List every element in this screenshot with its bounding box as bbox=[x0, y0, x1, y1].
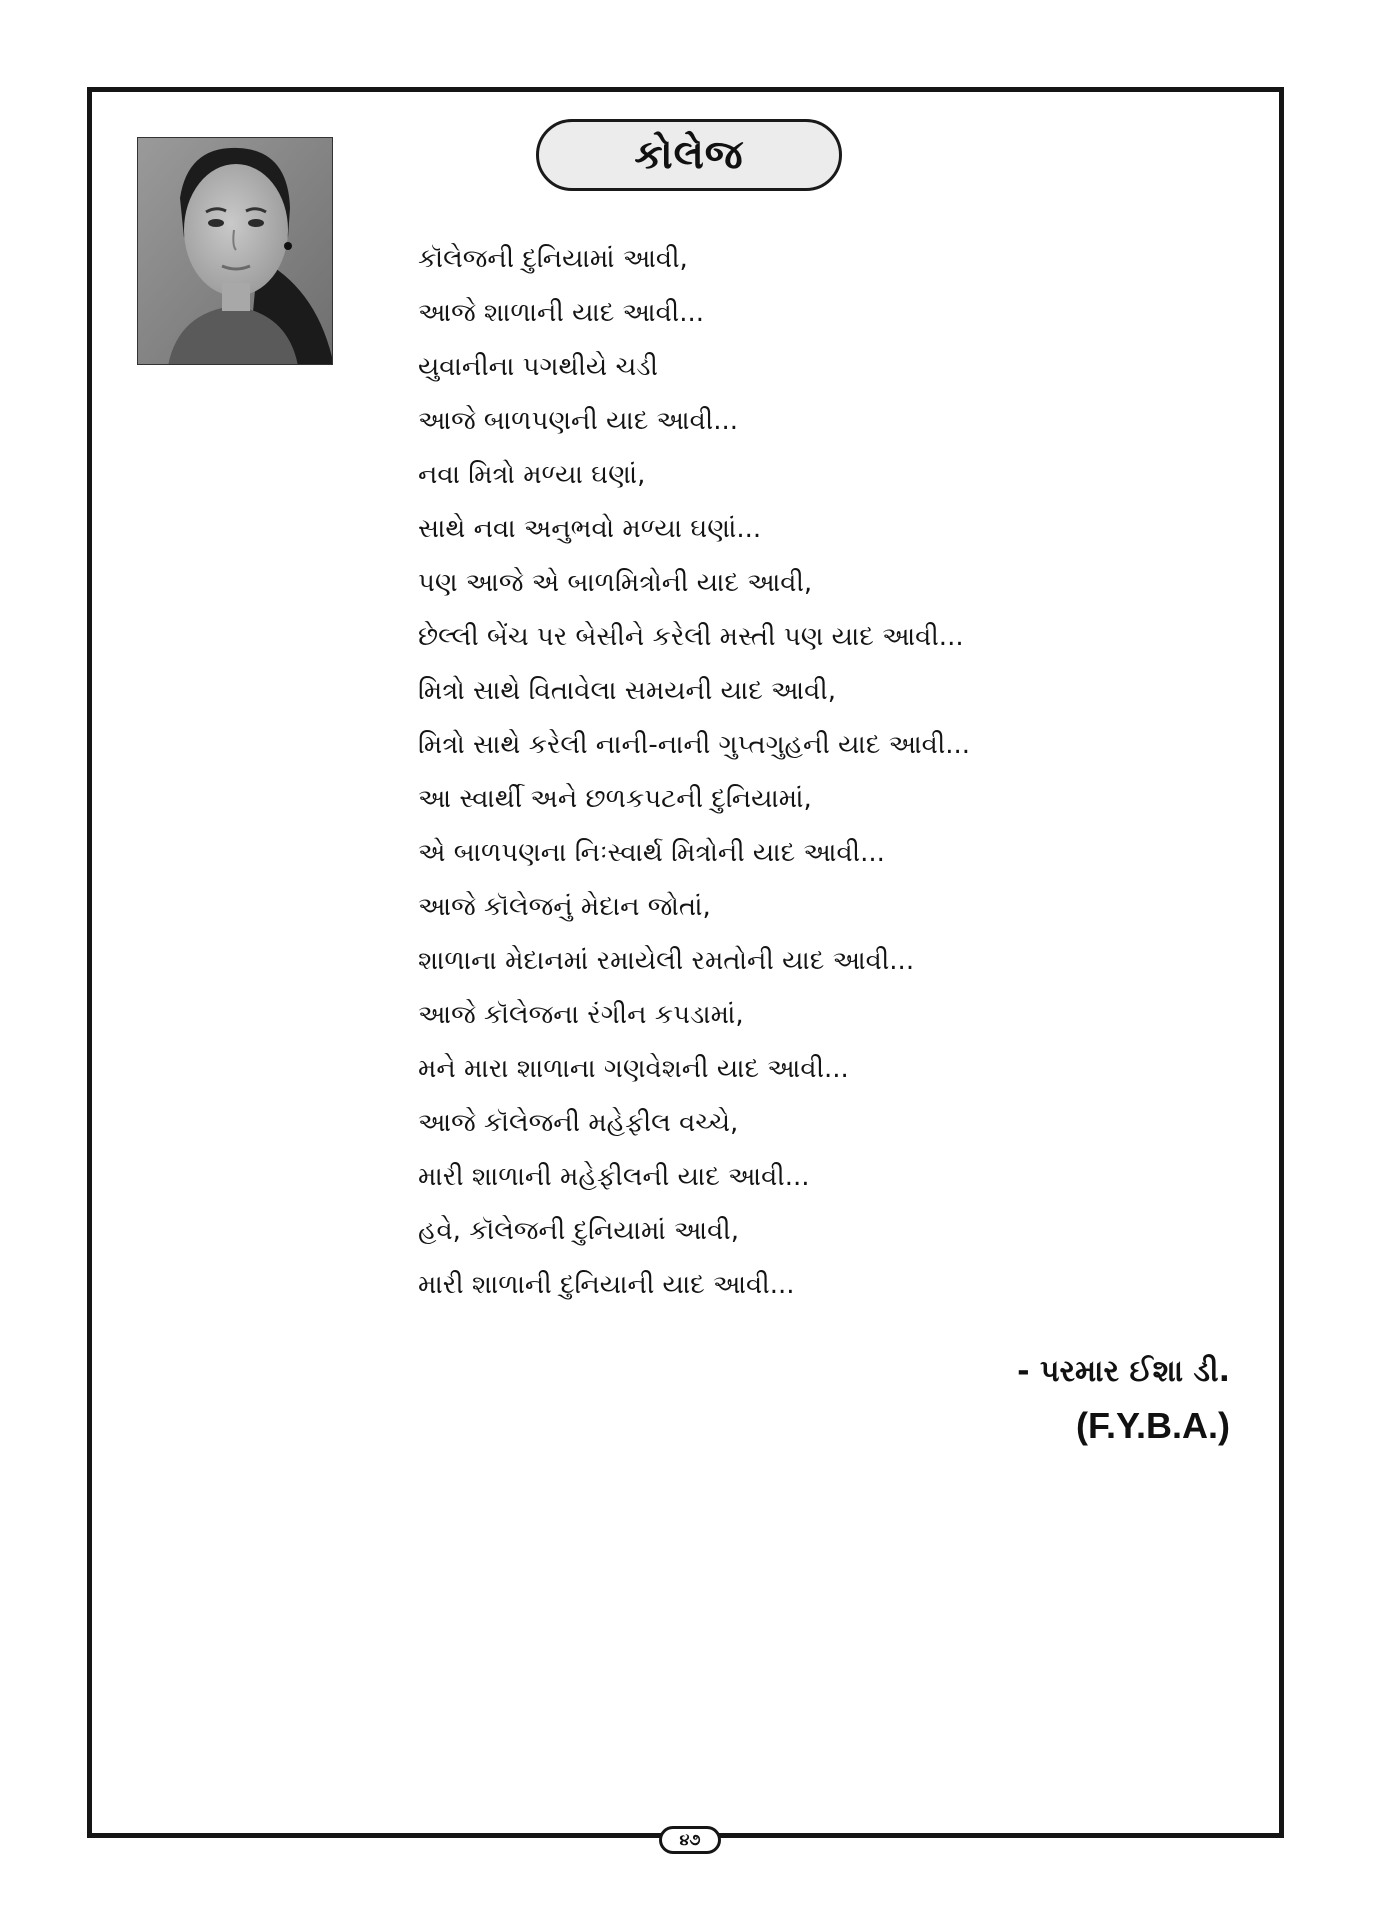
poem-line: આજે શાળાની યાદ આવી... bbox=[418, 298, 705, 328]
author-photo bbox=[137, 137, 333, 365]
poem-line: છેલ્લી બેંચ પર બેસીને કરેલી મસ્તી પણ યાદ આવી... bbox=[418, 622, 964, 652]
author-signature bbox=[1017, 1346, 1230, 1454]
poem-line: મારી શાળાની મહેફીલની યાદ આવી... bbox=[418, 1162, 810, 1192]
poem-line: મિત્રો સાથે કરેલી નાની-નાની ગુપ્તગુહની યાદ આવી... bbox=[418, 730, 971, 760]
poem-line: હવે, કૉલેજની દુનિયામાં આવી, bbox=[418, 1216, 740, 1246]
poem-line: મિત્રો સાથે વિતાવેલા સમયની યાદ આવી, bbox=[418, 676, 837, 706]
poem-line: આજે કૉલેજની મહેફીલ વચ્ચે, bbox=[418, 1108, 739, 1138]
title-box bbox=[536, 119, 842, 191]
author-class: (F.Y.B.A.) bbox=[1075, 1405, 1230, 1446]
author-name: - પરમાર ઈશા ડી. bbox=[1017, 1354, 1230, 1389]
poem-line: સાથે નવા અનુભવો મળ્યા ઘણાં... bbox=[418, 514, 762, 544]
poem-line: કૉલેજની દુનિયામાં આવી, bbox=[418, 244, 688, 274]
poem-line: યુવાનીના પગથીયે ચડી bbox=[418, 352, 658, 382]
poem-line: આજે બાળપણની યાદ આવી... bbox=[418, 406, 739, 436]
poem-line: આ સ્વાર્થી અને છળકપટની દુનિયામાં, bbox=[418, 784, 812, 814]
poem-body bbox=[418, 232, 1238, 1312]
poem-line: મને મારા શાળાના ગણવેશની યાદ આવી... bbox=[418, 1054, 849, 1084]
poem-line: નવા મિત્રો મળ્યા ઘણાં, bbox=[418, 460, 646, 490]
poem-line: શાળાના મેદાનમાં રમાયેલી રમતોની યાદ આવી... bbox=[418, 946, 915, 976]
page-title: કોલેજ bbox=[634, 132, 744, 178]
poem-line: એ બાળપણના નિઃસ્વાર્થ મિત્રોની યાદ આવી... bbox=[418, 838, 885, 868]
page-number: ૪૭ bbox=[659, 1826, 721, 1854]
poem-line: મારી શાળાની દુનિયાની યાદ આવી... bbox=[418, 1270, 795, 1300]
poem-line: આજે કૉલેજના રંગીન કપડામાં, bbox=[418, 1000, 744, 1030]
poem-line: આજે કૉલેજનું મેદાન જોતાં, bbox=[418, 892, 711, 922]
poem-line: પણ આજે એ બાળમિત્રોની યાદ આવી, bbox=[418, 568, 813, 598]
